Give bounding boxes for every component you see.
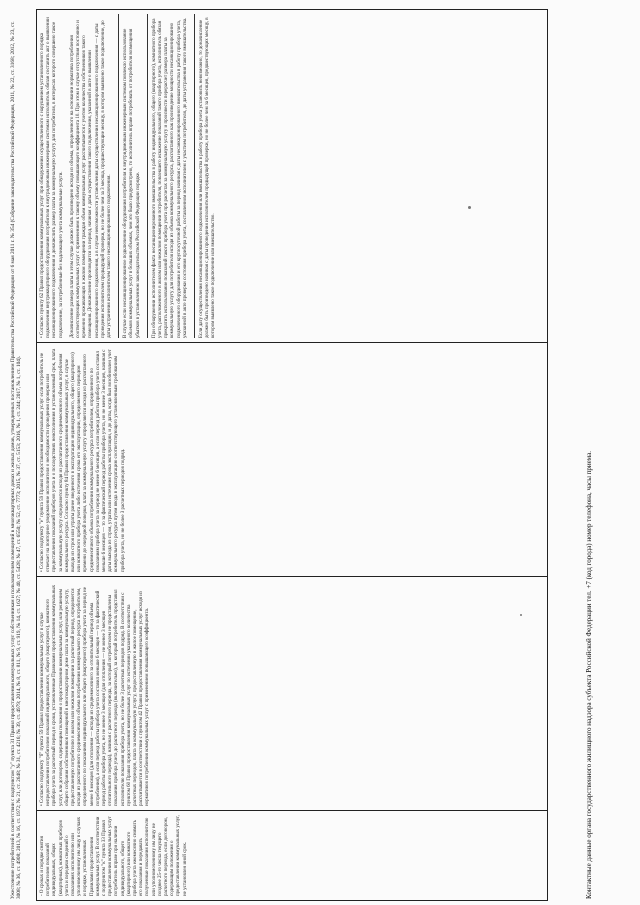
- scan-speck: [520, 614, 522, 616]
- divider: [118, 14, 119, 338]
- rule-59e-text: • Согласно подпункту "е" пункта 59 Правил предоставления коммунальных услуг если потребитель не отвечает на повторное уведомление исполнителя о необходимости проведения проверки или предоставления показаний приборов учета и о последствиях неисполнения в установленный срок, плата за коммунальную услугу определяется исходя из рассчитанного среднемесячного объема потребления коммунального ресурса. Согласно пункту 84 Правил предоставления коммунальных услуг, в случае выхода из строя или утраты ранее введенного в эксплуатацию индивидуального, общего (квартирного) или комнатного прибора учета либо истечения срока его эксплуатации, определяемого периодом времени до очередной поверки, плата за коммунальную услугу определяется исходя из рассчитанного среднемесячного объема потребления коммунального ресурса потребителем, определенного по показаниям прибора учета за период не менее 6 месяцев, а если период работы прибора учета составил меньше 6 месяцев — то за фактический период работы прибора учета, но не менее 3 месяцев, начиная с даты выхода из строя, утраты или истечения срока эксплуатации, и до даты, когда был возобновлен учет коммунального ресурса путем ввода в эксплуатацию соответствующего установленным требованиям прибора учета, но не более 3 расчетных периодов подряд.: [40, 348, 126, 572]
- document-header: Ужесточение потребителей в соответствии с подпунктом "у" пункта 31 Правил предоставления коммунальных услуг собственникам и пользователям помещений в многоквартирных домах и жилых домов, утвержденных постановлением Правительства Российской Федерации от 6 мая 2011 г. № 354 (Собрание законодательства Российской Федерации, 2011, № 22, ст. 3168; 2012, № 23, ст. 3008; № 36, ст. 4908; 2013, № 16, ст. 1972; № 21, ст. 2648; № 31, ст. 4216; № 39, ст. 4979; 2014, № 8, ст. 811, № 9, ст. 919, № 14, ст. 1627; № 40, ст. 5428; № 47, ст. 6550; № 52, ст. 7773; 2015, № 37, ст. 5153; 2016, № 1, ст. 244; 2017, № 1, ст. 104).: [10, 21, 23, 899]
- rule-62-tamper-text: При обнаружении исполнителем факта несанкционированного вмешательства в работу индивидуального, общего (квартирного), комнатного прибора учета, расположенного в жилом или нежилом помещении потребителя, повлекшего искажение показаний такого прибора учета, исполнитель обязан прекратить использование показаний такого прибора учета при расчетах за коммунальную услугу и произвести перерасчет размера платы за коммунальную услугу для потребителя исходя из объема коммунального ресурса, рассчитанного как произведение мощности несанкционированно подключенного оборудования и его круглосуточной работы за период начиная с даты несанкционированного вмешательства в работу прибора учета, указанной в акте проверки состояния прибора учета, составленном исполнителем с участием потребителя, до даты устранения такого вмешательства.: [151, 17, 188, 338]
- divider: [147, 14, 148, 338]
- info-table: [36, 9, 548, 901]
- table-column-rule-59b: [37, 576, 547, 810]
- rule-62-damages-text: В случае если несанкционированное подключение оборудования потребителя к внутридомовым инженерным системам повлекло использование объемов коммунальных услуг в больших объемах, чем это было предусмотрено, то исполнитель вправе потребовать от потребителя возмещения убытков в установленном законодательством Российской Федерации порядке.: [123, 28, 141, 338]
- rule-62-recalc-text: Доначисление размера платы в этом случае должно быть произведено исходя из объема, определенного на основании норматива потребления соответствующих коммунальных услуг с применением к такому объему повышающего коэффициента 10. При этом в случае отсутствия постоянно и временно проживающих в жилом помещении граждан объем коммунальных услуг рассчитывается с учетом количества собственников такого помещения. Доначисление производится за период, начиная с даты осуществления такого подключения, указанной в акте о выявлении несанкционированного подключения, а в случае невозможности установления даты осуществления несанкционированного подключения — с даты проведения исполнителем предыдущей проверки, но не более чем за 3 месяца, предшествующие месяцу, в котором выявлено такое подключение, до даты устранения исполнителем такого несанкционированного подключения.: [69, 20, 113, 338]
- contact-footer: Контактные данные органа государственного жилищного надзора субъекта Российской Федерации тел. +7 (код города) номер телефона, часы приема.: [585, 450, 593, 899]
- scan-speck: [468, 206, 471, 209]
- rule-59b-text: • Согласно подпункту "б" пункта 59 Правил предоставления коммунальных услуг в случае непредоставления потребителем показаний индивидуального, общего (квартирного), комнатного прибора учета за расчетный период в сроки, установленные Правилами предоставления коммунальных услуг, или договором, содержащим положения о предоставлении коммунальных услуг, или решением общего собрания собственников помещений в многоквартирном доме плата за коммунальную услугу, предоставленную потребителю в жилом или нежилом помещении за расчетный период, определяется исходя из рассчитанного среднемесячного объема потребления коммунального ресурса потребителем, определенного по показаниям индивидуального или общего (квартирного) прибора учета за период не менее 6 месяцев (для отопления — исходя из среднемесячного за отопительный период объема потребления), а если период работы прибора учета составил меньше 6 месяцев — то за фактический период работы прибора учета, но не менее 3 месяцев (для отопления — не менее 3 месяцев отопительного периода), начиная с расчетного периода, за который потребителем не представлены показания прибора учета до расчетного периода (включительно), за который потребитель представил исполнителю показания прибора учета, но не более 3 расчетных периодов подряд. В соответствии с пунктом 60 Правил предоставления коммунальных услуг по истечении указанного количества расчетных периодов, плата за коммунальную услугу, предоставленную в жилое помещение, рассчитывается в соответствии с пунктом 42 Правил предоставления коммунальных услуг исходя из нормативов потребления коммунальных услуг с применением повышающего коэффициента.: [40, 584, 151, 806]
- table-column-topic: [37, 810, 547, 900]
- table-column-rule-62: [37, 10, 547, 342]
- divider: [194, 14, 195, 338]
- rule-62-date-text: Если дату осуществления несанкционированного подключения или вмешательства в работу прибора учета установить невозможно, то доначисление должно быть произведено начиная с даты проведения исполнителем предыдущей проверки, но не более чем за 6 месяцев, предшествующих месяцу, в котором выявлено такое подключение или вмешательство.: [199, 17, 217, 338]
- topic-text: - О сроках и порядке снятия потребителем показаний индивидуальных, общих (квартирных), комнатных приборов учета и передачи сведений о показаниях исполнителю или уполномоченному им лицу в случаях и порядке, установленных Правилами предоставления коммунальных услуг. В соответствии с подпунктом "к" пункта 33 Правил предоставления коммунальных услуг потребитель вправе при наличии индивидуального, общего (квартирного) или комнатного прибора учета ежемесячно снимать его показания и передавать полученные показания исполнителю или уполномоченному им лицу не позднее 25-го числа текущего расчетного периода, если договором, содержащим положения о предоставлении коммунальных услуг, не установлен иной срок.: [40, 815, 188, 896]
- rule-62-text: • Согласно пункту 62 Правил предоставления коммунальных услуг при обнаружении осуществленного с нарушением установленного порядка подключения внутриквартирного оборудования потребителя к внутридомовым инженерным системам исполнитель обязан составить акт о выявлении несанкционированного подключения и доначислить размер платы за коммунальную услугу для потребителя, в интересах которого совершено такое подключение, за потребленные без надлежащего учета коммунальные услуги.: [40, 17, 64, 338]
- table-column-rule-59e: [37, 342, 547, 576]
